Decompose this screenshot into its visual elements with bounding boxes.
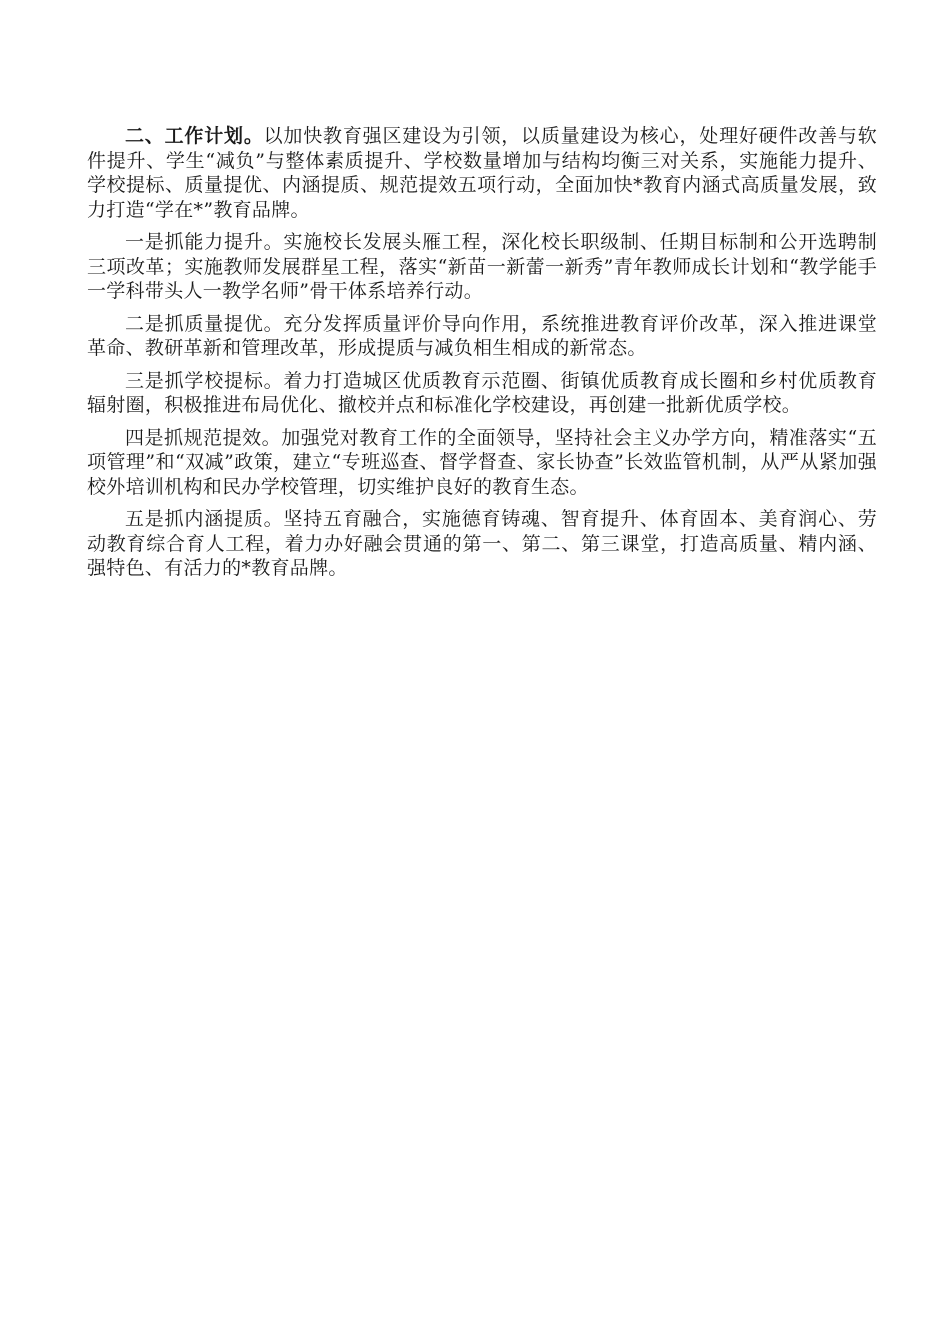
document-body [87, 124, 877, 589]
paragraph-regulation: 四是抓规范提效。加强党对教育工作的全面领导，坚持社会主义办学方向，精准落实“五项管理”和“双减”政策，建立“专班巡查、督学督查、家长协查”长效监管机制，从严从紧加强校外培训机构和民办学校管理，切实维护良好的教育生态。 [87, 426, 877, 498]
section-intro: 以加快教育强区建设为引领，以质量建设为核心，处理好硬件改善与软件提升、学生“减负”与整体素质提升、学校数量增加与结构均衡三对关系，实施能力提升、学校提标、质量提优、内涵提质、规范提效五项行动，全面加快*教育内涵式高质量发展，致力打造“学在*”教育品牌。 [87, 125, 877, 221]
paragraph-quality: 二是抓质量提优。充分发挥质量评价导向作用，系统推进教育评价改革，深入推进课堂革命、教研革新和管理改革，形成提质与减负相生相成的新常态。 [87, 312, 877, 359]
paragraph-school-standard: 三是抓学校提标。着力打造城区优质教育示范圈、街镇优质教育成长圈和乡村优质教育辐射圈，积极推进布局优化、撤校并点和标准化学校建设，再创建一批新优质学校。 [87, 369, 877, 416]
section-paragraph [87, 124, 877, 222]
section-heading: 二、工作计划。 [125, 125, 264, 147]
paragraph-connotation: 五是抓内涵提质。坚持五育融合，实施德育铸魂、智育提升、体育固本、美育润心、劳动教育综合育人工程，着力办好融会贯通的第一、第二、第三课堂，打造高质量、精内涵、强特色、有活力的*教育品牌。 [87, 508, 877, 579]
paragraph-capability: 一是抓能力提升。实施校长发展头雁工程，深化校长职级制、任期目标制和公开选聘制三项改革；实施教师发展群星工程，落实“新苗一新蕾一新秀”青年教师成长计划和“教学能手一学科带头人一教学名师”骨干体系培养行动。 [87, 231, 877, 302]
